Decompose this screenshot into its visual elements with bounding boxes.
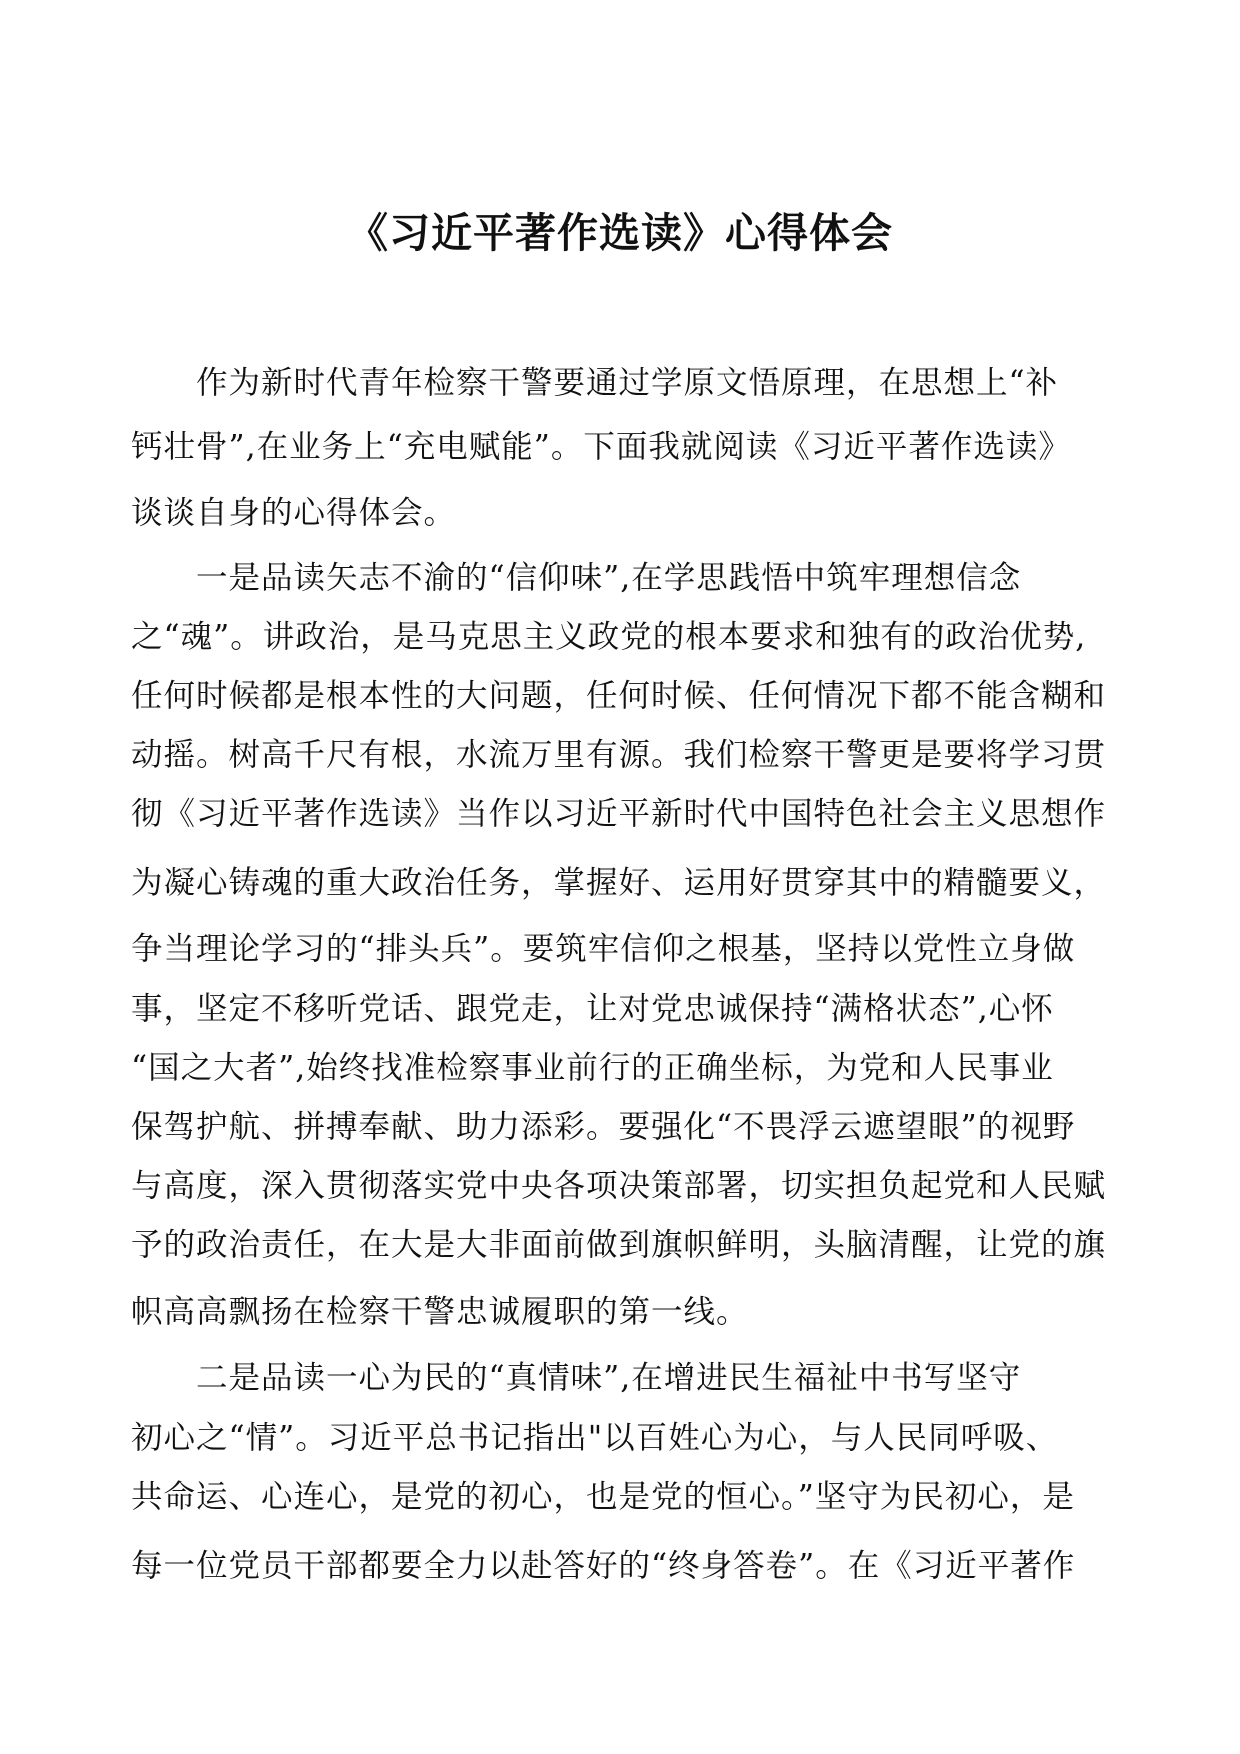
paragraph-line: 一是品读矢志不渝的“信仰味”,在学思践悟中筑牢理想信念 [196, 560, 1022, 596]
paragraph-line: 谈谈自身的心得体会。 [131, 495, 457, 531]
paragraph-line: 共命运、心连心，是党的初心，也是党的恒心。”坚守为民初心，是 [131, 1479, 1075, 1515]
paragraph-line: 事，坚定不移听党话、跟党走，让对党忠诚保持“满格状态”,心怀 [131, 991, 1054, 1027]
paragraph-line: 与高度，深入贯彻落实党中央各项决策部署，切实担负起党和人民赋 [131, 1168, 1107, 1204]
paragraph-line: 帜高高飘扬在检察干警忠诚履职的第一线。 [131, 1294, 749, 1330]
paragraph-line: 争当理论学习的“排头兵”。要筑牢信仰之根基，坚持以党性立身做 [131, 931, 1076, 967]
paragraph-line: 初心之“情”。习近平总书记指出"以百姓心为心，与人民同呼吸、 [131, 1420, 1059, 1456]
paragraph-line: 为凝心铸魂的重大政治任务，掌握好、运用好贯穿其中的精髓要义， [131, 865, 1107, 901]
paragraph-line: 作为新时代青年检察干警要通过学原文悟原理，在思想上“补 [196, 365, 1059, 401]
paragraph-line: 保驾护航、拼搏奉献、助力添彩。要强化“不畏浮云遮望眼”的视野 [131, 1109, 1076, 1145]
paragraph-line: 任何时候都是根本性的大问题，任何时候、任何情况下都不能含糊和 [131, 678, 1107, 714]
paragraph-line: 每一位党员干部都要全力以赴答好的“终身答卷”。在《习近平著作 [131, 1548, 1076, 1584]
paragraph-line: 彻《习近平著作选读》当作以习近平新时代中国特色社会主义思想作 [131, 796, 1107, 832]
paragraph-line: 之“魂”。讲政治，是马克思主义政党的根本要求和独有的政治优势, [131, 619, 1087, 655]
paragraph-line: 二是品读一心为民的“真情味”,在增进民生福祉中书写坚守 [196, 1360, 1022, 1396]
paragraph-line: “国之大者”,始终找准检察事业前行的正确坐标，为党和人民事业 [131, 1050, 1054, 1086]
paragraph-line: 予的政治责任，在大是大非面前做到旗帜鲜明，头脑清醒，让党的旗 [131, 1227, 1107, 1263]
paragraph-line: 动摇。树高千尺有根，水流万里有源。我们检察干警更是要将学习贯 [131, 737, 1107, 773]
document-title: 《习近平著作选读》心得体会 [347, 209, 893, 257]
paragraph-line: 钙壮骨”,在业务上“充电赋能”。下面我就阅读《习近平著作选读》 [131, 429, 1071, 465]
